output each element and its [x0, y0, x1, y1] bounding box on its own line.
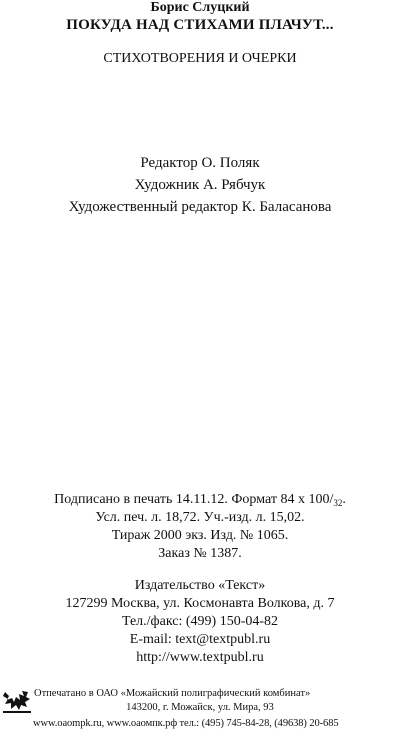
imprint-signed-text: Подписано в печать 14.11.12. Формат 84 х 100/ [54, 492, 334, 507]
publisher-email: E-mail: text@textpubl.ru [129, 632, 271, 647]
printer-line-3: www.oaompk.ru, www.оаомпк.рф тел.: (495) 745-84-28, (49638) 20-685 [33, 718, 339, 729]
publisher-name: Издательство «Текст» [134, 578, 266, 593]
publisher-website: http://www.textpubl.ru [136, 650, 264, 665]
imprint-format-sub: 32 [333, 498, 343, 508]
credit-art-editor: Художественный редактор К. Баласанова [68, 199, 332, 215]
author-name: Борис Слуцкий [150, 0, 250, 15]
book-subtitle: СТИХОТВОРЕНИЯ И ОЧЕРКИ [103, 51, 297, 66]
imprint-signed-suffix: . [342, 492, 346, 507]
credit-artist: Художник А. Рябчук [134, 177, 266, 193]
printer-line-2: 143200, г. Можайск, ул. Мира, 93 [126, 702, 274, 713]
publisher-phone: Тел./факс: (499) 150-04-82 [121, 614, 279, 629]
imprint-signed [0, 492, 400, 508]
credit-editor: Редактор О. Поляк [140, 155, 260, 171]
book-title: ПОКУДА НАД СТИХАМИ ПЛАЧУТ... [66, 17, 334, 33]
publisher-address: 127299 Москва, ул. Космонавта Волкова, д. 7 [65, 596, 335, 611]
imprint-print-run: Тираж 2000 экз. Изд. № 1065. [111, 528, 289, 543]
imprint-order: Заказ № 1387. [158, 546, 242, 561]
printer-line-1: Отпечатано в ОАО «Можайский полиграфический комбинат» [34, 688, 311, 699]
imprint-sheets: Усл. печ. л. 18,72. Уч.-изд. л. 15,02. [95, 510, 305, 525]
